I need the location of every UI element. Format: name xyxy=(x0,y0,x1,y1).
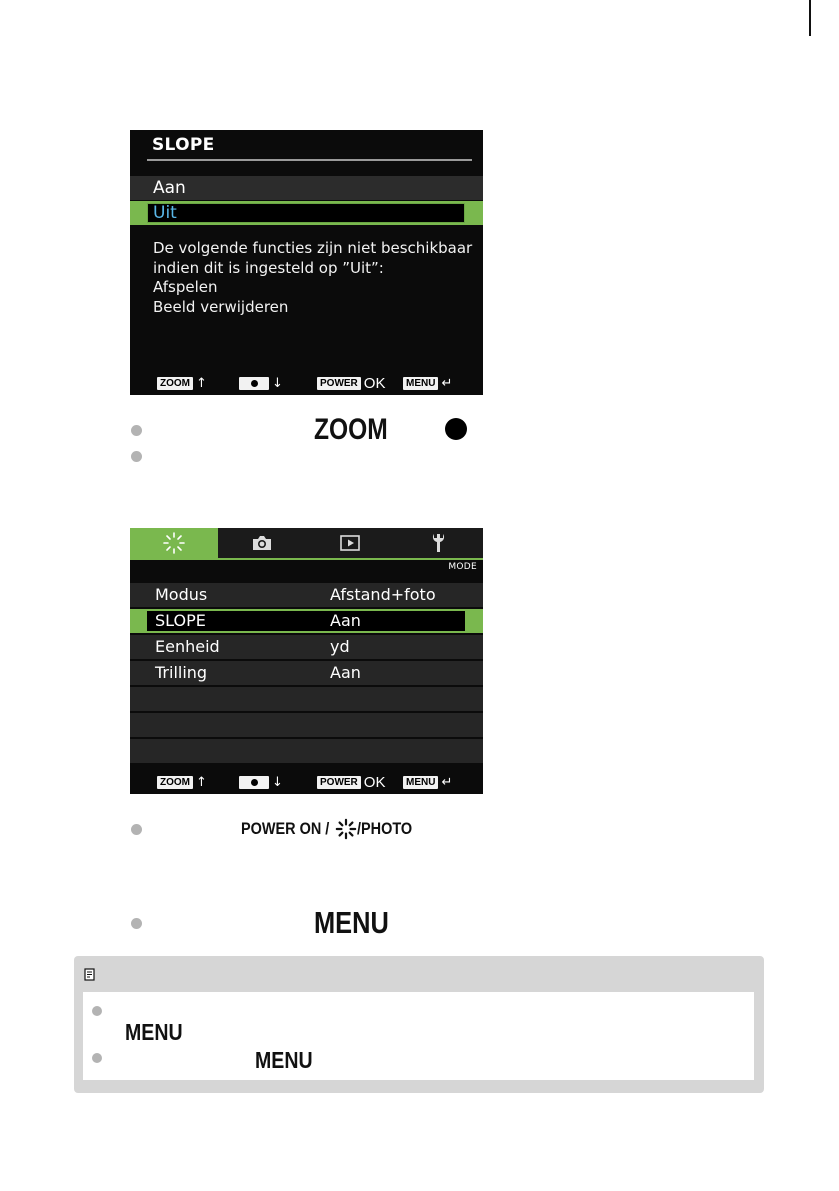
menu-key: MENU xyxy=(403,377,438,390)
option-label: Aan xyxy=(153,178,186,198)
ranging-icon xyxy=(335,818,357,840)
down-arrow-icon: ↓ xyxy=(272,775,283,790)
bullet-icon xyxy=(131,918,142,929)
note-box xyxy=(74,956,764,1093)
playback-tab-icon xyxy=(339,534,361,552)
row-value: yd xyxy=(330,637,350,656)
dot-key-icon xyxy=(239,377,269,390)
ok-label: OK xyxy=(363,774,386,791)
return-arrow-icon: ↵ xyxy=(441,376,453,391)
up-arrow-icon: ↑ xyxy=(196,376,207,391)
wrench-tab-icon xyxy=(429,533,447,553)
down-arrow-icon: ↓ xyxy=(272,376,283,391)
selection-box xyxy=(147,203,465,223)
info-line: De volgende functies zijn niet beschikbaar xyxy=(153,239,473,257)
bullet-icon xyxy=(92,1053,102,1063)
photo-text: /PHOTO xyxy=(356,819,413,838)
menu-row-modus[interactable] xyxy=(130,583,483,609)
row-key: Eenheid xyxy=(155,637,220,656)
softkey-zoom[interactable] xyxy=(157,775,207,790)
row-value: Aan xyxy=(330,611,361,630)
bullet-icon xyxy=(92,1006,102,1016)
menu-row-empty xyxy=(130,713,483,739)
softkey-power[interactable] xyxy=(317,775,385,790)
screen-title: SLOPE xyxy=(152,135,215,155)
row-value: Afstand+foto xyxy=(330,585,436,604)
menu-word: MENU xyxy=(255,1047,313,1073)
row-key: SLOPE xyxy=(155,611,206,630)
menu-button-label: MENU xyxy=(314,905,389,940)
zoom-key: ZOOM xyxy=(157,377,193,390)
menu-row-empty xyxy=(130,687,483,713)
menu-row-trilling[interactable] xyxy=(130,661,483,687)
dot-button-icon xyxy=(445,418,467,440)
menu-row-slope[interactable] xyxy=(130,609,483,635)
power-on-text: POWER ON / xyxy=(241,819,330,838)
option-aan[interactable] xyxy=(130,176,483,200)
softkey-zoom[interactable] xyxy=(157,376,207,391)
settings-menu-screen xyxy=(130,528,483,794)
power-key: POWER xyxy=(317,776,361,789)
menu-word: MENU xyxy=(125,1019,183,1045)
tab-settings[interactable] xyxy=(394,528,482,558)
tab-playback[interactable] xyxy=(306,528,394,558)
page-edge-rule xyxy=(809,0,811,36)
mode-label: MODE xyxy=(448,562,477,572)
zoom-key: ZOOM xyxy=(157,776,193,789)
ok-label: OK xyxy=(363,375,386,392)
menu-key: MENU xyxy=(403,776,438,789)
menu-row-empty xyxy=(130,739,483,765)
info-text xyxy=(153,239,472,317)
info-line: Beeld verwijderen xyxy=(153,297,289,316)
bullet-icon xyxy=(131,824,142,835)
zoom-button-label: ZOOM xyxy=(314,413,388,446)
softkey-dot[interactable] xyxy=(239,775,283,790)
option-label: Uit xyxy=(153,203,177,223)
title-divider xyxy=(147,159,472,161)
tab-camera[interactable] xyxy=(218,528,306,558)
softkey-dot[interactable] xyxy=(239,376,283,391)
camera-tab-icon xyxy=(251,534,273,552)
softkey-bar xyxy=(130,772,483,794)
row-key: Trilling xyxy=(155,663,208,682)
note-content xyxy=(83,992,754,1080)
tab-ranging[interactable] xyxy=(130,528,218,558)
menu-tabs xyxy=(130,528,483,560)
softkey-menu[interactable] xyxy=(403,376,452,391)
return-arrow-icon: ↵ xyxy=(441,775,453,790)
info-line: indien dit is ingesteld op ”Uit”: xyxy=(153,258,384,277)
softkey-bar xyxy=(130,373,483,395)
ranging-tab-icon xyxy=(162,531,186,555)
slope-setting-screen xyxy=(130,130,483,395)
bullet-icon xyxy=(131,425,142,436)
info-line: Afspelen xyxy=(153,278,218,296)
power-key: POWER xyxy=(317,377,361,390)
softkey-menu[interactable] xyxy=(403,775,452,790)
softkey-power[interactable] xyxy=(317,376,385,391)
up-arrow-icon: ↑ xyxy=(196,775,207,790)
row-value: Aan xyxy=(330,663,361,682)
bullet-icon xyxy=(131,451,142,462)
dot-key-icon xyxy=(239,776,269,789)
option-uit[interactable] xyxy=(130,201,483,225)
power-on-photo-label xyxy=(241,818,422,840)
note-icon xyxy=(84,968,95,981)
row-key: Modus xyxy=(155,585,208,604)
menu-row-eenheid[interactable] xyxy=(130,635,483,661)
